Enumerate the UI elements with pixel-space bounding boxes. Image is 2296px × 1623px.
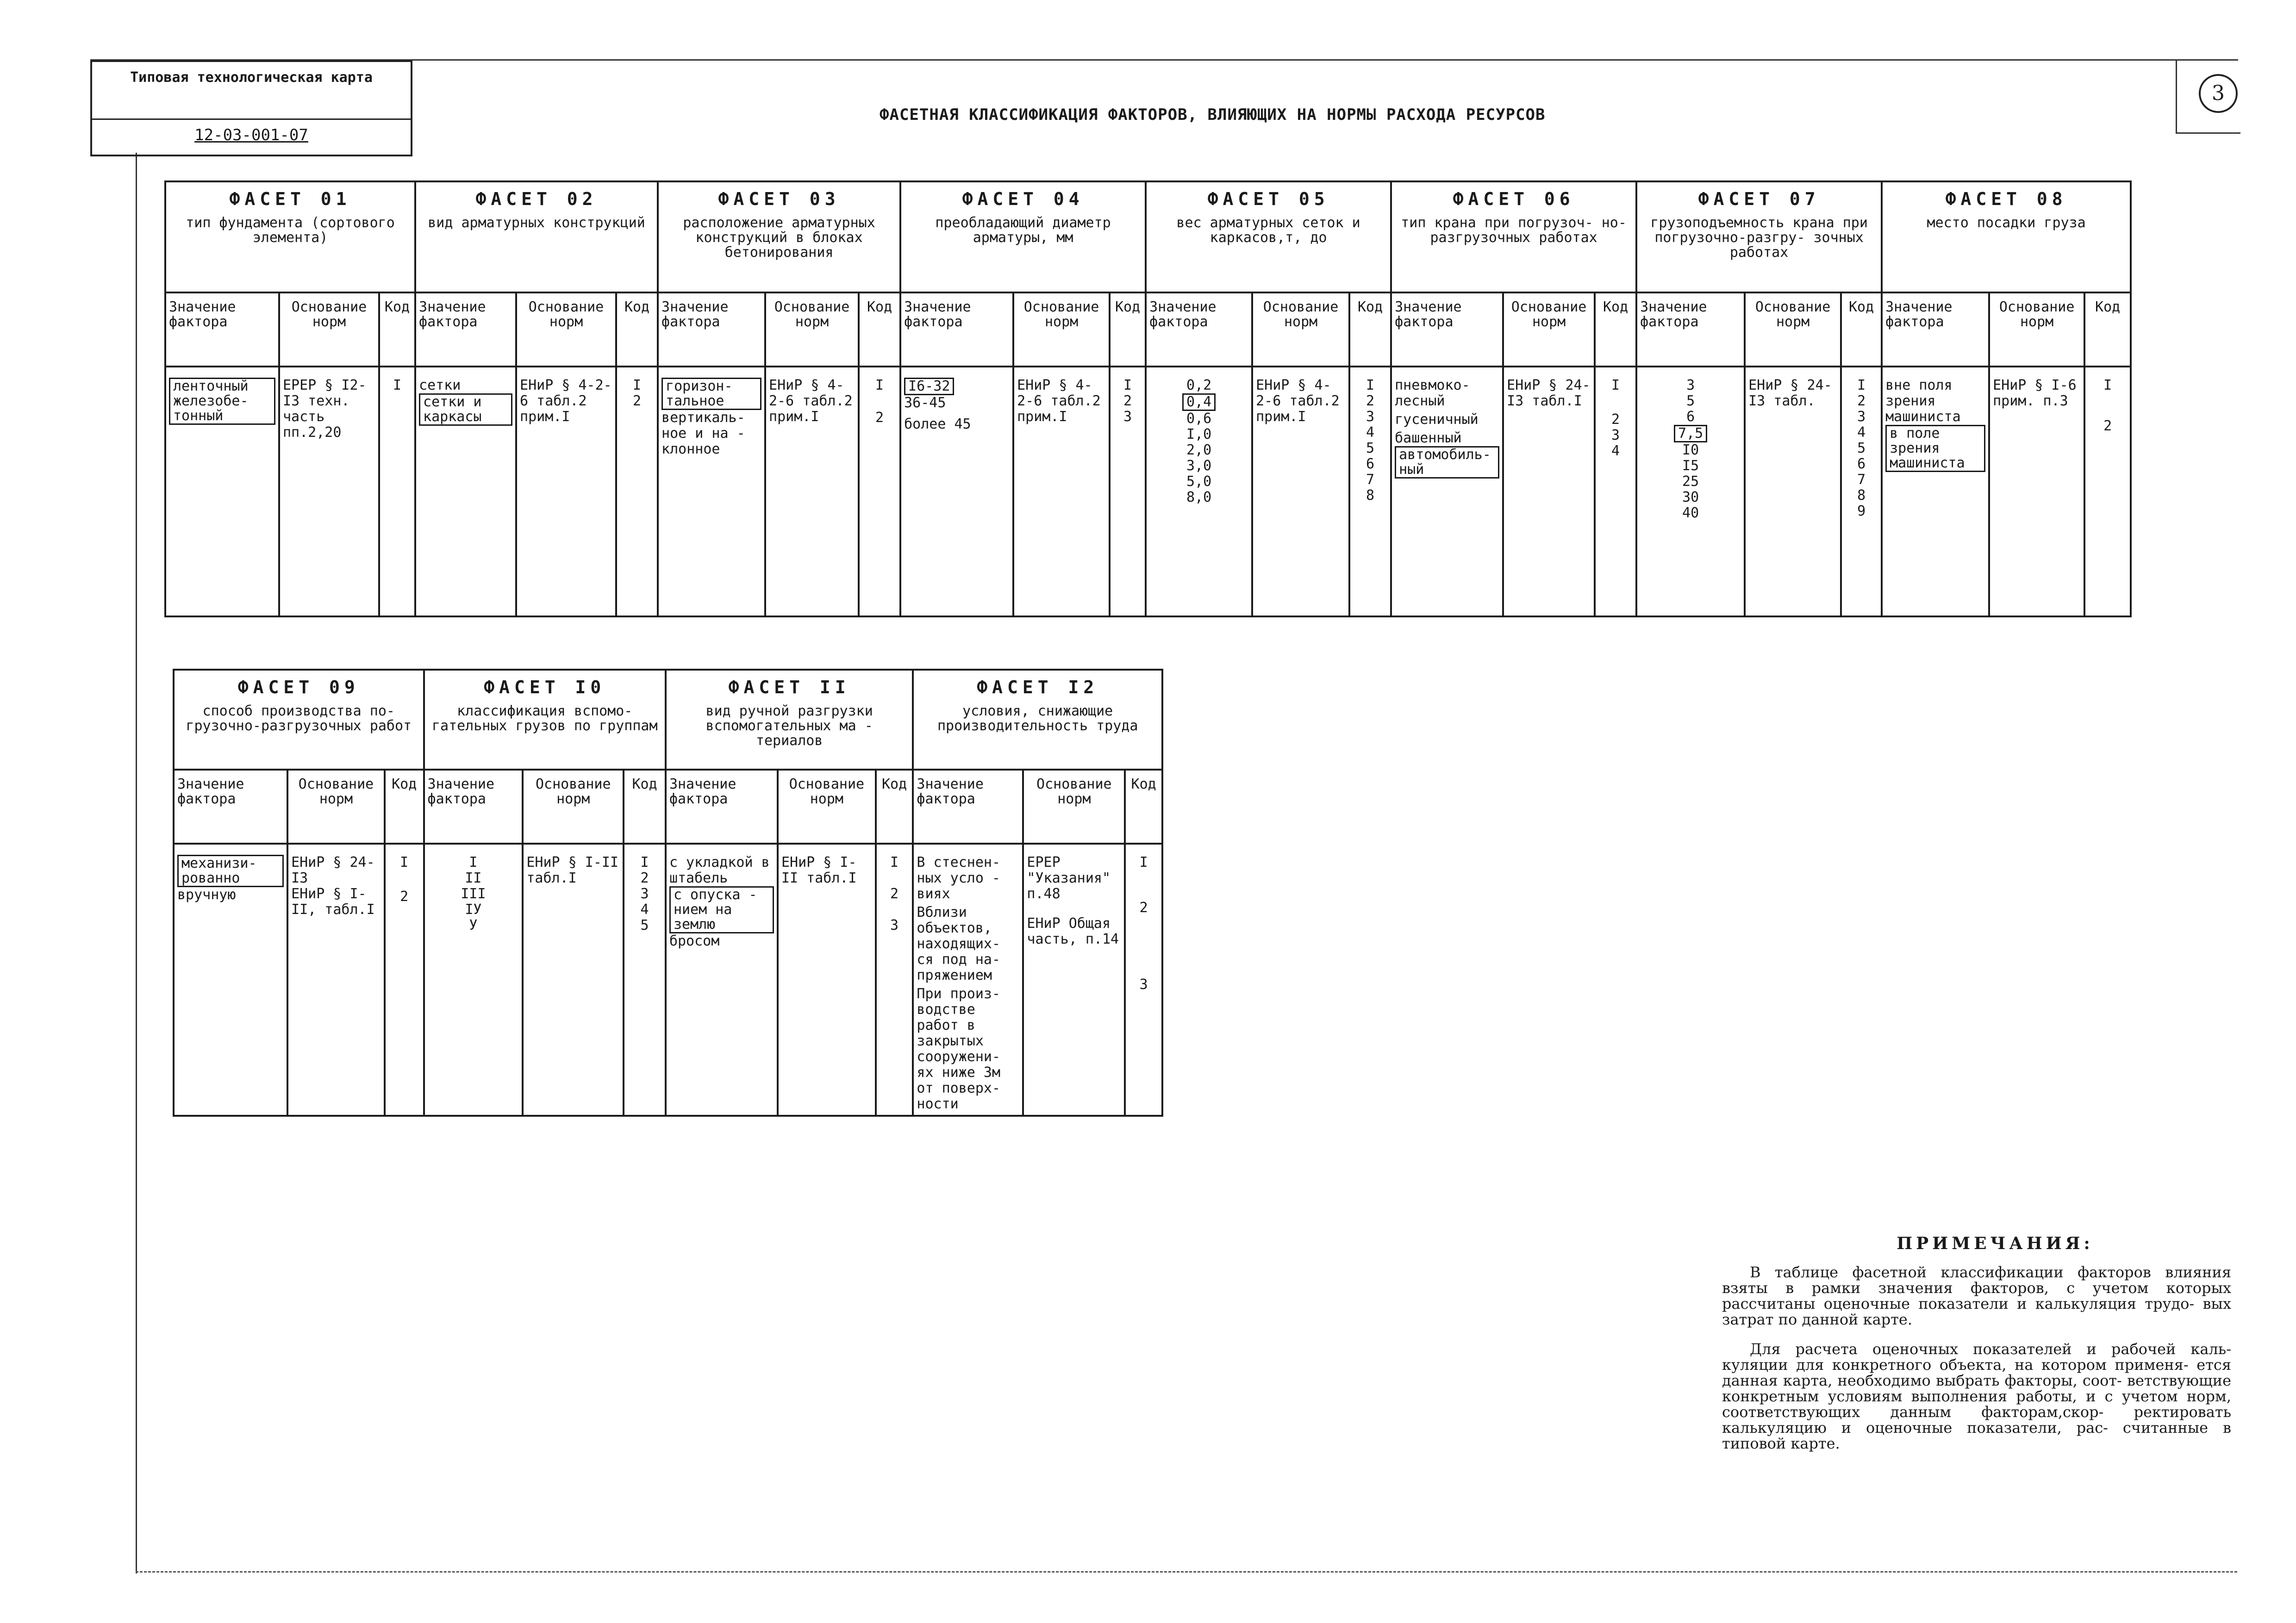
col-header-basis: Основание норм	[523, 770, 624, 844]
col-header-basis: Основание норм	[1989, 292, 2084, 367]
col-header-code: Код	[379, 292, 415, 367]
facet-07-header: ФАСЕТ 07 грузоподъемность крана при погрузочно-разгру- зочных работах	[1636, 181, 1882, 292]
facet-09-codes: I 2	[385, 844, 424, 1116]
facet-08-values: вне поля зрения машиниста в поле зрения машиниста	[1882, 367, 1989, 616]
facet-05-values: 0,2 0,4 0,6 I,0 2,0 3,0 5,0 8,0	[1146, 367, 1252, 616]
col-header-code: Код	[876, 770, 913, 844]
col-header-basis: Основание норм	[778, 770, 876, 844]
col-header-code: Код	[385, 770, 424, 844]
factor-value-selected: с опуска - нием на землю	[669, 886, 774, 933]
col-header-value: Значение фактора	[424, 770, 523, 844]
col-header-value: Значение фактора	[1636, 292, 1745, 367]
facet-04-codes: I 2 3	[1110, 367, 1146, 616]
facet-07-codes: I 2 3 4 5 6 7 8 9	[1841, 367, 1882, 616]
notes-title: ПРИМЕЧАНИЯ:	[1897, 1234, 2094, 1253]
facet-03-basis: ЕНиР § 4-2-6 табл.2 прим.I	[765, 367, 859, 616]
col-header-code: Код	[1110, 292, 1146, 367]
facet-12-basis: ЕРЕР "Указания" п.48 ЕНиР Общая часть, п.14	[1023, 844, 1125, 1116]
col-header-value: Значение фактора	[658, 292, 765, 367]
col-header-code: Код	[624, 770, 666, 844]
factor-value-selected: I6-32	[904, 378, 954, 395]
col-header-basis: Основание норм	[1252, 292, 1349, 367]
facet-03-values: горизон- тальное вертикаль- ное и на - клонное	[658, 367, 765, 616]
col-header-value: Значение фактора	[913, 770, 1023, 844]
facet-values-row	[165, 367, 2131, 616]
document-title: ФАСЕТНАЯ КЛАССИФИКАЦИЯ ФАКТОРОВ, ВЛИЯЮЩИХ НА НОРМЫ РАСХОДА РЕСУРСОВ	[880, 106, 1546, 124]
stamp-title: Типовая технологическая карта	[130, 69, 373, 86]
factor-value-selected: в поле зрения машиниста	[1885, 425, 1985, 472]
frame-bottom-line	[136, 1571, 2237, 1573]
col-header-code: Код	[1349, 292, 1391, 367]
col-header-basis: Основание норм	[516, 292, 616, 367]
col-header-code: Код	[1595, 292, 1636, 367]
col-header-basis: Основание норм	[287, 770, 385, 844]
col-header-basis: Основание норм	[1013, 292, 1110, 367]
facet-03-header: ФАСЕТ 03 расположение арматурных конструкций в блоках бетонирования	[658, 181, 900, 292]
title-stamp	[90, 60, 412, 156]
col-header-basis: Основание норм	[1745, 292, 1841, 367]
facet-01-header: ФАСЕТ 01 тип фундамента (сортового элемента)	[165, 181, 415, 292]
col-header-code: Код	[859, 292, 900, 367]
facet-02-header: ФАСЕТ 02 вид арматурных конструкций	[415, 181, 658, 292]
facet-11-values: с укладкой в штабель с опуска - нием на землю бросом	[666, 844, 778, 1116]
col-header-basis: Основание норм	[1503, 292, 1595, 367]
col-header-value: Значение фактора	[666, 770, 778, 844]
facet-07-basis: ЕНиР § 24-I3 табл.	[1745, 367, 1841, 616]
factor-value-selected: механизи- рованно	[177, 855, 284, 887]
col-header-code: Код	[2084, 292, 2131, 367]
facet-02-codes: I 2	[616, 367, 658, 616]
facet-values-row	[174, 844, 1162, 1116]
notes-paragraph-1: В таблице фасетной классификации факторов влияния взяты в рамки значения факторов, с учетом которых рассчитаны оценочные показатели и калькуляция трудо- вых затрат по данной карте.	[1722, 1263, 2231, 1328]
facet-09-values: механизи- рованно вручную	[174, 844, 287, 1116]
facet-02-values: сетки сетки и каркасы	[415, 367, 516, 616]
facet-08-header: ФАСЕТ 08 место посадки груза	[1882, 181, 2131, 292]
facet-05-basis: ЕНиР § 4-2-6 табл.2 прим.I	[1252, 367, 1349, 616]
facet-08-codes: I 2	[2084, 367, 2131, 616]
col-header-code: Код	[1841, 292, 1882, 367]
col-header-value: Значение фактора	[1146, 292, 1252, 367]
col-header-value: Значение фактора	[415, 292, 516, 367]
facet-12-codes: I 2 3	[1125, 844, 1162, 1116]
factor-value-selected: горизон- тальное	[661, 378, 761, 410]
frame-top-line	[90, 59, 2238, 61]
facet-04-values: I6-32 36-45 более 45	[900, 367, 1013, 616]
frame-right-line	[2176, 59, 2177, 133]
facet-12-header: ФАСЕТ I2 условия, снижающие производительность труда	[913, 670, 1162, 770]
facet-06-codes: I 2 3 4	[1595, 367, 1636, 616]
notes-paragraph-2: Для расчета оценочных показателей и рабочей каль- куляции для конкретного объекта, на котором применя- ется данная карта, необходимо выбрать факторы, соот- ветствующие конкретным условиям выполнения работы, и с учетом норм, соответствующих данным факторам,скор- ректировать калькуляцию и оценочные показатели, рас- считанные в типовой карте.	[1722, 1340, 2231, 1452]
col-header-basis: Основание норм	[765, 292, 859, 367]
facet-01-codes: I	[379, 367, 415, 616]
factor-value-selected: автомобиль- ный	[1395, 446, 1499, 479]
facet-06-basis: ЕНиР § 24-I3 табл.I	[1503, 367, 1595, 616]
facet-01-basis: ЕРЕР § I2-I3 техн. часть пп.2,20	[279, 367, 379, 616]
facet-05-header: ФАСЕТ 05 вес арматурных сеток и каркасов,т, до	[1146, 181, 1391, 292]
facet-03-codes: I 2	[859, 367, 900, 616]
facet-06-values: пневмоко- лесный гусеничный башенный автомобиль- ный	[1391, 367, 1503, 616]
facet-02-basis: ЕНиР § 4-2-6 табл.2 прим.I	[516, 367, 616, 616]
facet-06-header: ФАСЕТ 06 тип крана при погрузоч- но-разгрузочных работах	[1391, 181, 1636, 292]
facet-09-basis: ЕНиР § 24-I3 ЕНиР § I-II, табл.I	[287, 844, 385, 1116]
factor-value-selected: 7,5	[1674, 425, 1707, 442]
facet-05-codes: I 2 3 4 5 6 7 8	[1349, 367, 1391, 616]
facet-10-basis: ЕНиР § I-II табл.I	[523, 844, 624, 1116]
facet-10-codes: I 2 3 4 5	[624, 844, 666, 1116]
facet-10-values: I II III IУ У	[424, 844, 523, 1116]
col-header-basis: Основание норм	[279, 292, 379, 367]
col-header-code: Код	[616, 292, 658, 367]
facet-07-values: 3 5 6 7,5 I0 I5 25 30 40	[1636, 367, 1745, 616]
column-header-row	[165, 292, 2131, 367]
facet-11-header: ФАСЕТ II вид ручной разгрузки вспомогательных ма - териалов	[666, 670, 913, 770]
facet-12-values: В стеснен- ных усло - виях Вблизи объектов, находящих- ся под на- пряжением При произ- водстве работ в закрытых сооружени- ях ниже 3м от поверх- ности	[913, 844, 1023, 1116]
facet-08-basis: ЕНиР § I-6 прим. п.3	[1989, 367, 2084, 616]
facet-09-header: ФАСЕТ 09 способ производства по- грузочно-разгрузочных работ	[174, 670, 424, 770]
frame-left-line	[136, 153, 137, 1573]
col-header-value: Значение фактора	[900, 292, 1013, 367]
stamp-code: 12-03-001-07	[194, 126, 308, 144]
facet-11-codes: I 2 3	[876, 844, 913, 1116]
factor-value-selected: сетки и каркасы	[419, 393, 512, 426]
page-number: 3	[2199, 74, 2238, 113]
facet-table-bottom	[173, 669, 1163, 1117]
col-header-code: Код	[1125, 770, 1162, 844]
facet-01-values	[165, 367, 279, 616]
facet-11-basis: ЕНиР § I-II табл.I	[778, 844, 876, 1116]
factor-value-selected: ленточный железобе- тонный	[169, 378, 275, 425]
col-header-basis: Основание норм	[1023, 770, 1125, 844]
factor-value-selected: 0,4	[1182, 393, 1216, 411]
col-header-value: Значение фактора	[174, 770, 287, 844]
col-header-value: Значение фактора	[1391, 292, 1503, 367]
facet-table-top	[164, 180, 2132, 617]
facet-10-header: ФАСЕТ I0 классификация вспомо- гательных грузов по группам	[424, 670, 666, 770]
notes-block	[1722, 1236, 2231, 1465]
column-header-row	[174, 770, 1162, 844]
col-header-value: Значение фактора	[1882, 292, 1989, 367]
facet-04-header: ФАСЕТ 04 преобладающий диаметр арматуры, мм	[900, 181, 1146, 292]
facet-04-basis: ЕНиР § 4-2-6 табл.2 прим.I	[1013, 367, 1110, 616]
col-header-value: Значение фактора	[165, 292, 279, 367]
frame-right-tick	[2176, 132, 2240, 134]
